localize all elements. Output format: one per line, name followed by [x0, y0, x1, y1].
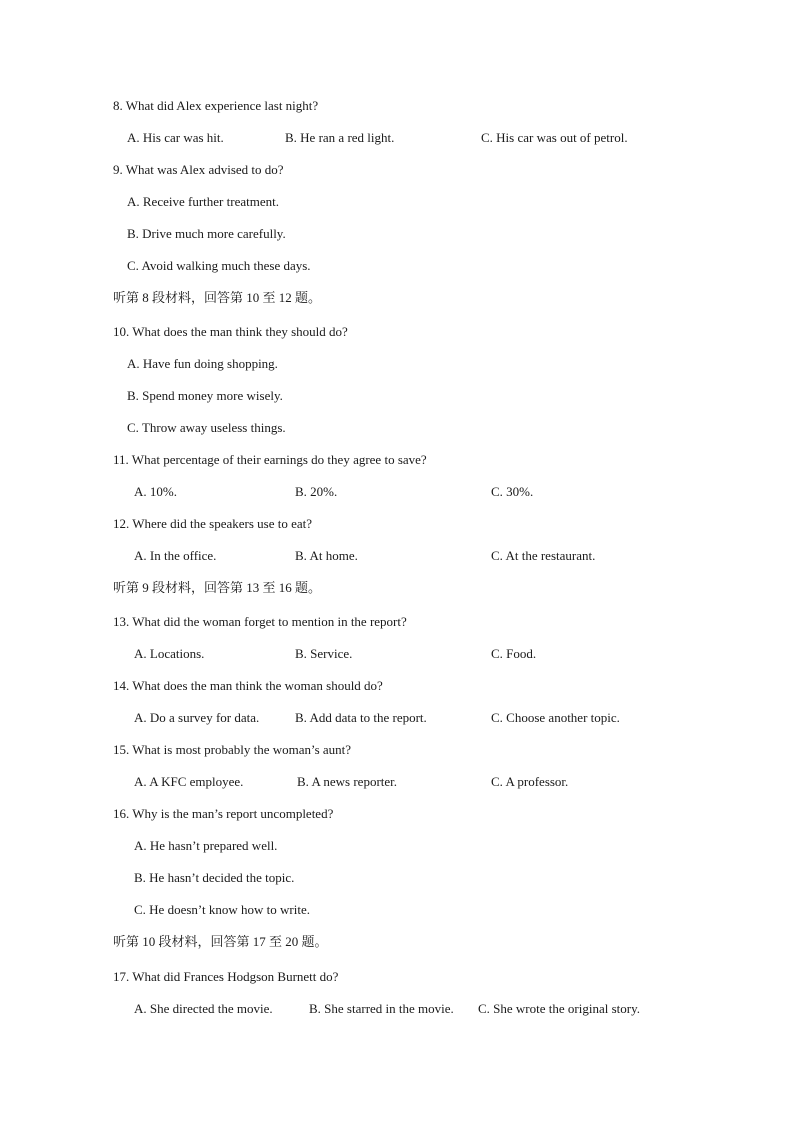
option-8c: C. His car was out of petrol.: [481, 130, 628, 145]
section-instruction-8: 听第 8 段材料，回答第 10 至 12 题。: [113, 290, 322, 305]
section-instruction-9: 听第 9 段材料，回答第 13 至 16 题。: [113, 580, 322, 595]
question-15: [113, 742, 351, 758]
question-number: 12.: [113, 516, 130, 531]
question-text: What did the woman forget to mention in the report?: [132, 614, 407, 629]
option-11b: B. 20%.: [295, 484, 338, 499]
question-number: 17.: [113, 969, 130, 984]
option-8b: B. He ran a red light.: [285, 130, 395, 145]
question-16: [113, 806, 333, 822]
question-text: Where did the speakers use to eat?: [132, 516, 313, 531]
option-15a: A. A KFC employee.: [134, 774, 244, 789]
option-16c: C. He doesn’t know how to write.: [134, 902, 310, 917]
question-8: [113, 98, 318, 114]
option-9c: C. Avoid walking much these days.: [127, 258, 311, 273]
option-13c: C. Food.: [491, 646, 537, 661]
question-11: [113, 452, 427, 468]
option-15b: B. A news reporter.: [297, 774, 398, 789]
option-17a: A. She directed the movie.: [134, 1001, 273, 1016]
question-number: 11.: [113, 452, 129, 467]
question-13: [113, 614, 407, 630]
option-14c: C. Choose another topic.: [491, 710, 620, 725]
question-number: 8.: [113, 98, 123, 113]
question-9: [113, 162, 284, 178]
option-11a: A. 10%.: [134, 484, 177, 499]
option-17b: B. She starred in the movie.: [309, 1001, 454, 1016]
question-number: 14.: [113, 678, 130, 693]
question-number: 13.: [113, 614, 130, 629]
question-text: Why is the man’s report uncompleted?: [132, 806, 334, 821]
option-10c: C. Throw away useless things.: [127, 420, 286, 435]
option-16b: B. He hasn’t decided the topic.: [134, 870, 295, 885]
question-text: What was Alex advised to do?: [125, 162, 284, 177]
option-10a: A. Have fun doing shopping.: [127, 356, 278, 371]
question-number: 16.: [113, 806, 130, 821]
option-17c: C. She wrote the original story.: [478, 1001, 640, 1016]
question-number: 9.: [113, 162, 123, 177]
question-text: What percentage of their earnings do they agree to save?: [131, 452, 427, 467]
question-text: What does the man think they should do?: [132, 324, 348, 339]
option-11c: C. 30%.: [491, 484, 534, 499]
question-17: [113, 969, 338, 985]
option-13b: B. Service.: [295, 646, 353, 661]
option-15c: C. A professor.: [491, 774, 569, 789]
option-12c: C. At the restaurant.: [491, 548, 596, 563]
question-number: 10.: [113, 324, 130, 339]
option-12b: B. At home.: [295, 548, 358, 563]
question-text: What is most probably the woman’s aunt?: [132, 742, 352, 757]
option-12a: A. In the office.: [134, 548, 217, 563]
section-instruction-10: 听第 10 段材料，回答第 17 至 20 题。: [113, 934, 328, 949]
question-text: What does the man think the woman should do?: [132, 678, 383, 693]
option-14a: A. Do a survey for data.: [134, 710, 260, 725]
option-13a: A. Locations.: [134, 646, 205, 661]
question-text: What did Alex experience last night?: [125, 98, 319, 113]
question-number: 15.: [113, 742, 130, 757]
question-12: [113, 516, 312, 532]
option-9b: B. Drive much more carefully.: [127, 226, 286, 241]
option-8a: A. His car was hit.: [127, 130, 224, 145]
option-10b: B. Spend money more wisely.: [127, 388, 283, 403]
question-10: [113, 324, 348, 340]
option-9a: A. Receive further treatment.: [127, 194, 279, 209]
question-14: [113, 678, 383, 694]
option-14b: B. Add data to the report.: [295, 710, 427, 725]
option-16a: A. He hasn’t prepared well.: [134, 838, 278, 853]
question-text: What did Frances Hodgson Burnett do?: [132, 969, 339, 984]
